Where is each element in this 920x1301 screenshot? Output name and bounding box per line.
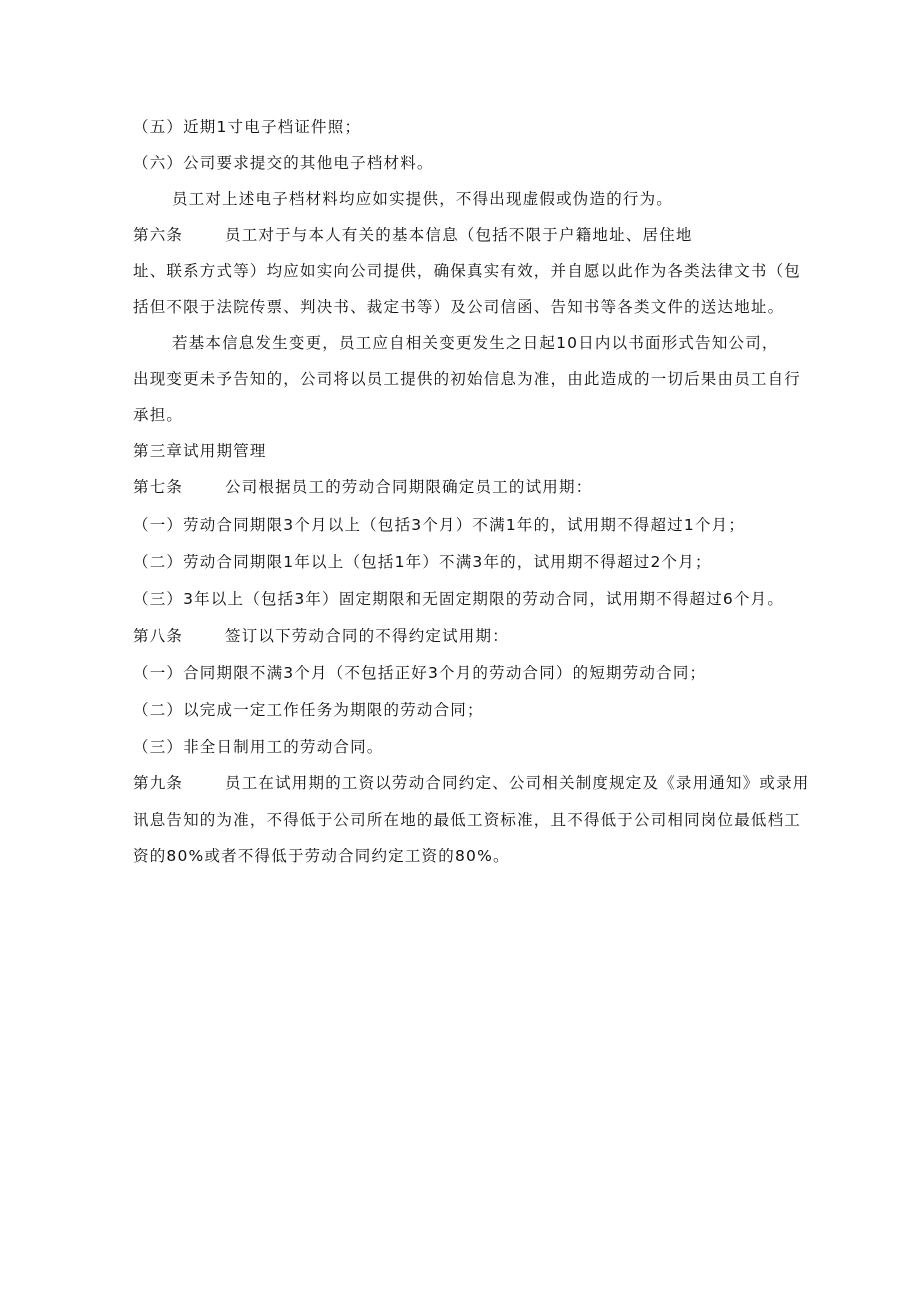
article-six-label: 第六条 xyxy=(133,226,184,244)
chapter-three-heading: 第三章试用期管理 xyxy=(133,442,267,460)
item-five: （五）近期1寸电子档证件照； xyxy=(133,118,362,136)
article-seven-line xyxy=(133,477,592,497)
item-six: （六）公司要求提交的其他电子档材料。 xyxy=(133,154,434,172)
paragraph-info-change-line-3: 承担。 xyxy=(133,406,184,424)
article-six-line-3: 括但不限于法院传票、判决书、裁定书等）及公司信函、告知书等各类文件的送达地址。 xyxy=(133,298,785,316)
article-six-first-line xyxy=(133,225,693,245)
article-eight-item-one: （一）合同期限不满3个月（不包括正好3个月的劳动合同）的短期劳动合同； xyxy=(133,664,707,682)
paragraph-info-change-line-1: 若基本信息发生变更，员工应自相关变更发生之日起10日内以书面形式告知公司， xyxy=(172,334,779,352)
article-nine-text: 员工在试用期的工资以劳动合同约定、公司相关制度规定及《录用通知》或录用 xyxy=(225,774,810,792)
article-nine-line-2: 讯息告知的为准，不得低于公司所在地的最低工资标准，且不得低于公司相同岗位最低档工 xyxy=(133,811,802,829)
article-seven-item-two: （二）劳动合同期限1年以上（包括1年）不满3年的，试用期不得超过2个月； xyxy=(133,553,712,571)
paragraph-materials-truthful: 员工对上述电子档材料均应如实提供，不得出现虚假或伪造的行为。 xyxy=(172,190,674,208)
article-eight-item-two: （二）以完成一定工作任务为期限的劳动合同； xyxy=(133,701,484,719)
article-seven-item-one: （一）劳动合同期限3个月以上（包括3个月）不满1年的，试用期不得超过1个月； xyxy=(133,516,746,534)
article-six-text: 员工对于与本人有关的基本信息（包括不限于户籍地址、居住地 xyxy=(225,226,693,244)
paragraph-info-change-line-2: 出现变更未予告知的，公司将以员工提供的初始信息为准，由此造成的一切后果由员工自行 xyxy=(133,370,802,388)
article-seven-text: 公司根据员工的劳动合同期限确定员工的试用期： xyxy=(225,478,593,496)
article-six-line-2: 址、联系方式等）均应如实向公司提供，确保真实有效，并自愿以此作为各类法律文书（包 xyxy=(133,262,802,280)
article-seven-label: 第七条 xyxy=(133,478,184,496)
article-eight-text: 签订以下劳动合同的不得约定试用期： xyxy=(225,627,509,645)
article-nine-line-3: 资的80%或者不得低于劳动合同约定工资的80%。 xyxy=(133,847,510,865)
article-seven-item-three: （三）3年以上（包括3年）固定期限和无固定期限的劳动合同，试用期不得超过6个月。 xyxy=(133,590,785,608)
article-eight-item-three: （三）非全日制用工的劳动合同。 xyxy=(133,738,384,756)
article-eight-label: 第八条 xyxy=(133,627,184,645)
article-nine-label: 第九条 xyxy=(133,774,184,792)
article-nine-line-1 xyxy=(133,773,810,793)
article-eight-line xyxy=(133,626,509,646)
